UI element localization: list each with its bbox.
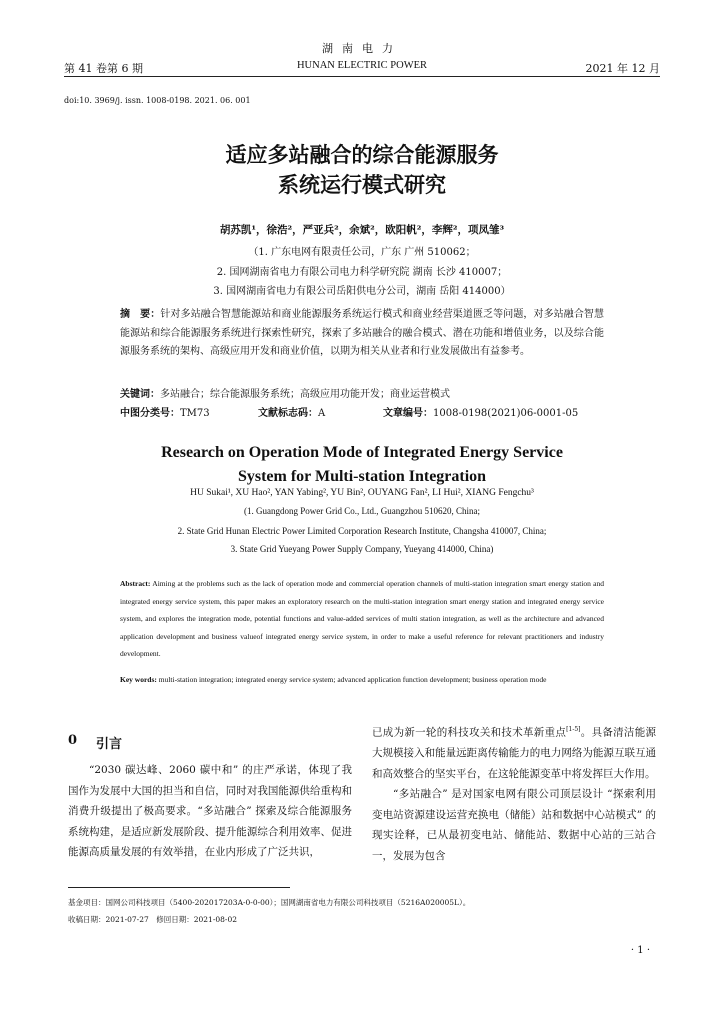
title-cn-line1: 适应多站融合的综合能源服务: [225, 142, 499, 167]
clc-value: TM73: [180, 408, 210, 419]
article-value: 1008-0198(2021)06-0001-05: [433, 408, 579, 419]
body-left-column: [68, 760, 352, 863]
affiliation-en: 2. State Grid Hunan Electric Power Limited Corporation Research Institute, Changsha 410007, China;: [177, 526, 547, 536]
abstract-en-text: Aiming at the problems such as the lack of operation mode and commercial operation channels of multi-station integration smart energy station and integrated energy service system, this paper makes an exploratory research on the multi-station integration smart energy station and integrated energy service system, and explores the integration mode, potential functions and value-added services of multi station integration, as well as the architecture and advanced application development and business valueof integrated energy service system, in order to make a useful reference for relevant practitioners and industry development.: [120, 579, 605, 658]
keywords-en-label: Key words:: [120, 675, 157, 684]
journal-name-cn: 湖南电力: [322, 42, 402, 55]
authors-cn: 胡苏凯¹，徐浩²，严亚兵²，余斌²，欧阳帆²，李辉²，项凤雏³: [219, 224, 505, 236]
abstract-cn: [120, 306, 604, 362]
volume-issue: 第 41 卷第 6 期: [64, 62, 143, 75]
page-number: · 1 ·: [630, 945, 650, 956]
title-en-line1: Research on Operation Mode of Integrated Energy Service: [161, 444, 563, 461]
abstract-cn-text: 针对多站融合智慧能源站和商业能源服务系统运行模式和商业经营渠道匮乏等问题，对多站融合智慧能源站和综合能源服务系统进行探索性研究，探索了多站融合的融合模式、潜在功能和增值业务，以及综合能源服务系统的架构、高级应用开发和商业价值，以期为相关从业者和行业发展做出有益参考。: [120, 309, 605, 357]
affiliation-cn: （1. 广东电网有限责任公司，广东 广州 510062；: [248, 247, 476, 258]
abstract-en: [120, 575, 604, 663]
keywords-en-text: multi-station integration; integrated energy service system; advanced application function development; business operation mode: [158, 675, 547, 684]
footnote-divider: [68, 887, 290, 888]
doc-label: 文献标志码：: [258, 408, 318, 419]
affiliation-cn: 3. 国网湖南省电力有限公司岳阳供电分公司，湖南 岳阳 414000）: [213, 286, 511, 297]
body-paragraph: [372, 720, 656, 784]
keywords-cn-label: 关键词：: [120, 389, 160, 400]
citation-ref: [1-5]: [566, 726, 581, 733]
body-paragraph: “2030 碳达峰、2060 碳中和” 的庄严承诺，体现了我国作为发展中大国的担当和自信，同时对我国能源供给重构和消费升级提出了极高要求。“多站融合” 探索及综合能源服务系统构建，是适应新发展阶段、提升能源综合利用效率、促进能源高质量发展的有效举措，在业内形成了广泛共识，: [68, 764, 352, 858]
body-text: 。具备清洁能源大规模接入和能量远距离传输能力的电力网络为能源互联互通和高效整合的坚实平台，在这轮能源变革中将发挥巨大作用。: [372, 726, 657, 780]
journal-name-en: HUNAN ELECTRIC POWER: [296, 60, 428, 71]
received-dates: 收稿日期：2021-07-27 修回日期：2021-08-02: [68, 915, 237, 924]
document-code: [258, 404, 325, 419]
article-label: 文章编号：: [383, 408, 433, 419]
affiliation-cn: 2. 国网湖南省电力有限公司电力科学研究院 湖南 长沙 410007；: [216, 267, 508, 278]
abstract-cn-label: 摘 要：: [120, 309, 161, 320]
authors-en: HU Sukai¹, XU Hao², YAN Yabing², YU Bin², OUYANG Fan², LI Hui², XIANG Fengchu³: [190, 488, 534, 498]
section-number: 0: [68, 733, 78, 748]
article-number: [383, 404, 578, 419]
fund-note: 基金项目：国网公司科技项目（5400-202017203A-0-0-00）；国网湖南省电力有限公司科技项目（5216A020005L）。: [68, 898, 471, 907]
doi: doi:10. 3969/j. issn. 1008-0198. 2021. 06. 001: [64, 96, 251, 105]
body-paragraph: “多站融合” 是对国家电网有限公司顶层设计 “探索利用变电站资源建设运营充换电（储能）站和数据中心站模式” 的现实诠释，已从最初变电站、储能站、数据中心站的三站合一，发展为包含: [372, 788, 656, 862]
header-divider: [64, 76, 660, 77]
clc-label: 中图分类号：: [120, 408, 180, 419]
body-text: 已成为新一轮的科技攻关和技术革新重点: [372, 726, 567, 739]
abstract-en-label: Abstract:: [120, 579, 151, 588]
title-en-line2: System for Multi-station Integration: [237, 468, 487, 485]
keywords-cn-text: 多站融合；综合能源服务系统；高级应用功能开发；商业运营模式: [160, 389, 450, 400]
body-right-column: [372, 720, 656, 866]
keywords-en: [120, 671, 604, 689]
clc-number: [120, 404, 210, 419]
section-title: 引言: [96, 737, 123, 752]
page-number-row: [0, 945, 724, 956]
title-cn-line2: 系统运行模式研究: [278, 172, 446, 197]
affiliation-en: 3. State Grid Yueyang Power Supply Company, Yueyang 414000, China): [230, 544, 494, 554]
issue-date: 2021 年 12 月: [585, 62, 660, 75]
affiliation-en: (1. Guangdong Power Grid Co., Ltd., Guangzhou 510620, China;: [244, 506, 480, 516]
keywords-cn: [120, 385, 450, 400]
doc-value: A: [318, 408, 326, 419]
